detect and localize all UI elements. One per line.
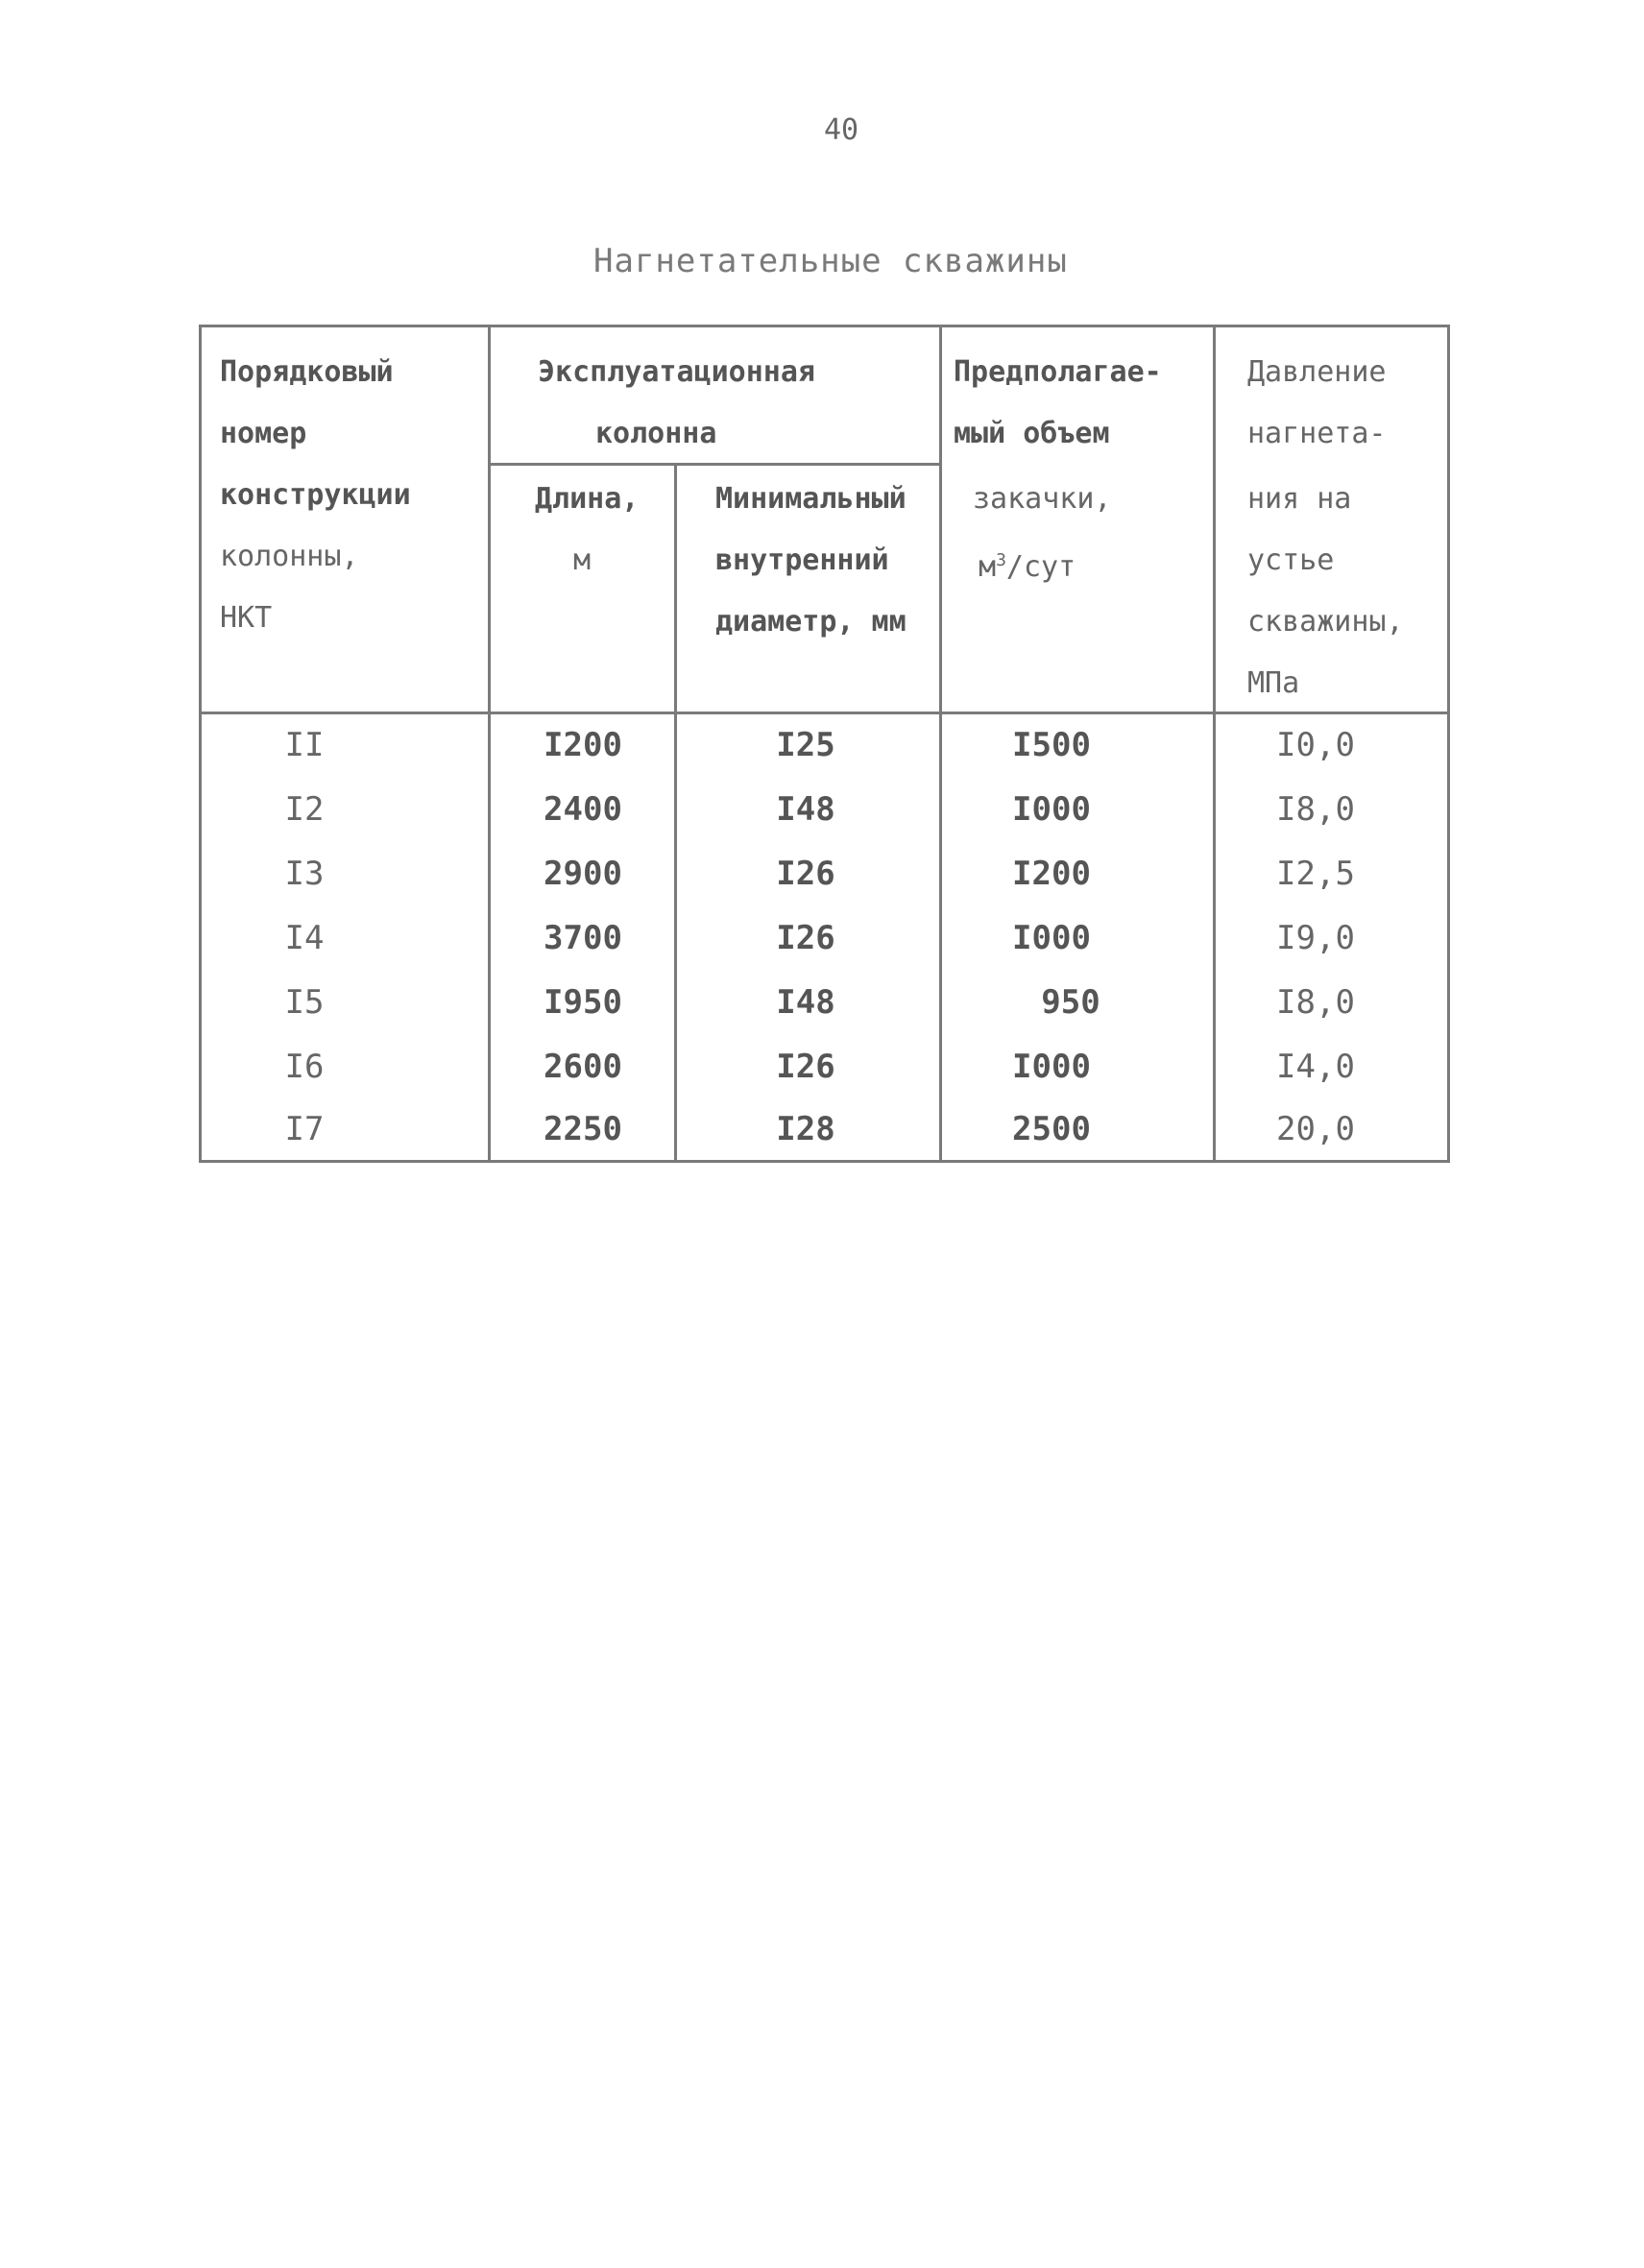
header-pressure-line: нагнета- [1247, 417, 1387, 450]
volume-cell: I000 [1012, 919, 1091, 957]
header-volume-line: закачки, [973, 482, 1112, 516]
header-volume-line: мый объем [954, 417, 1110, 450]
table-title: Нагнетательные скважины [593, 242, 1068, 280]
row-number: I3 [284, 855, 325, 893]
row-number: II [284, 726, 325, 764]
diameter-cell: I48 [776, 983, 835, 1022]
table-row [199, 919, 1450, 977]
header-diameter-line: диаметр, мм [715, 605, 907, 639]
header-pressure-line: скважины, [1247, 605, 1404, 639]
header-col1-line: номер [220, 417, 307, 450]
table-row [199, 983, 1450, 1041]
header-volume-line: Предполагае- [954, 355, 1162, 389]
header-diameter-line: внутренний [715, 543, 889, 577]
pressure-cell: I9,0 [1276, 919, 1355, 957]
unit-tail: /сут [1005, 550, 1076, 584]
diameter-cell: I48 [776, 790, 835, 829]
header-col1-line: колонны, [220, 540, 359, 573]
group-header-line: колонна [595, 417, 717, 450]
table-row [199, 726, 1450, 784]
table-border-bottom [199, 1160, 1450, 1163]
injection-wells-table [199, 325, 1450, 1163]
header-pressure-line: ния на [1247, 482, 1352, 516]
header-diameter-line: Минимальный [715, 482, 907, 516]
header-pressure-line: МПа [1247, 666, 1300, 700]
volume-cell: I000 [1012, 1048, 1091, 1086]
header-col1-line: Порядковый [220, 355, 394, 389]
header-volume-unit [979, 530, 1076, 598]
length-cell: 2600 [544, 1048, 622, 1086]
header-length-line: м [573, 543, 592, 577]
header-col1-line: НКТ [220, 601, 273, 635]
volume-cell: I200 [1012, 855, 1091, 893]
table-border-top [199, 325, 1450, 327]
length-cell: 2400 [544, 790, 622, 829]
table-row [199, 855, 1450, 912]
table-row [199, 790, 1450, 848]
row-number: I4 [284, 919, 325, 957]
diameter-cell: I26 [776, 1048, 835, 1086]
volume-cell: I000 [1012, 790, 1091, 829]
header-pressure-line: Давление [1247, 355, 1387, 389]
diameter-cell: I28 [776, 1110, 835, 1148]
page-number: 40 [824, 113, 859, 147]
table-row [199, 1048, 1450, 1105]
diameter-cell: I25 [776, 726, 835, 764]
table-row [199, 1110, 1450, 1158]
length-cell: 3700 [544, 919, 622, 957]
row-number: I6 [284, 1048, 325, 1086]
pressure-cell: I2,5 [1276, 855, 1355, 893]
row-number: I7 [284, 1110, 325, 1148]
header-length-line: Длина, [535, 482, 640, 516]
pressure-cell: I4,0 [1276, 1048, 1355, 1086]
diameter-cell: I26 [776, 919, 835, 957]
pressure-cell: I8,0 [1276, 983, 1355, 1022]
row-number: I5 [284, 983, 325, 1022]
header-col1-line: конструкции [220, 478, 411, 512]
unit-base: м [979, 550, 997, 584]
diameter-cell: I26 [776, 855, 835, 893]
pressure-cell: I8,0 [1276, 790, 1355, 829]
pressure-cell: I0,0 [1276, 726, 1355, 764]
pressure-cell: 20,0 [1276, 1110, 1355, 1148]
group-header-line: Эксплуатационная [538, 355, 815, 389]
length-cell: I950 [544, 983, 622, 1022]
unit-superscript: 3 [996, 550, 1006, 570]
row-number: I2 [284, 790, 325, 829]
volume-cell: 2500 [1012, 1110, 1091, 1148]
volume-cell: I500 [1012, 726, 1091, 764]
volume-cell: 950 [1041, 983, 1100, 1022]
header-pressure-line: устье [1247, 543, 1335, 577]
length-cell: I200 [544, 726, 622, 764]
length-cell: 2900 [544, 855, 622, 893]
length-cell: 2250 [544, 1110, 622, 1148]
